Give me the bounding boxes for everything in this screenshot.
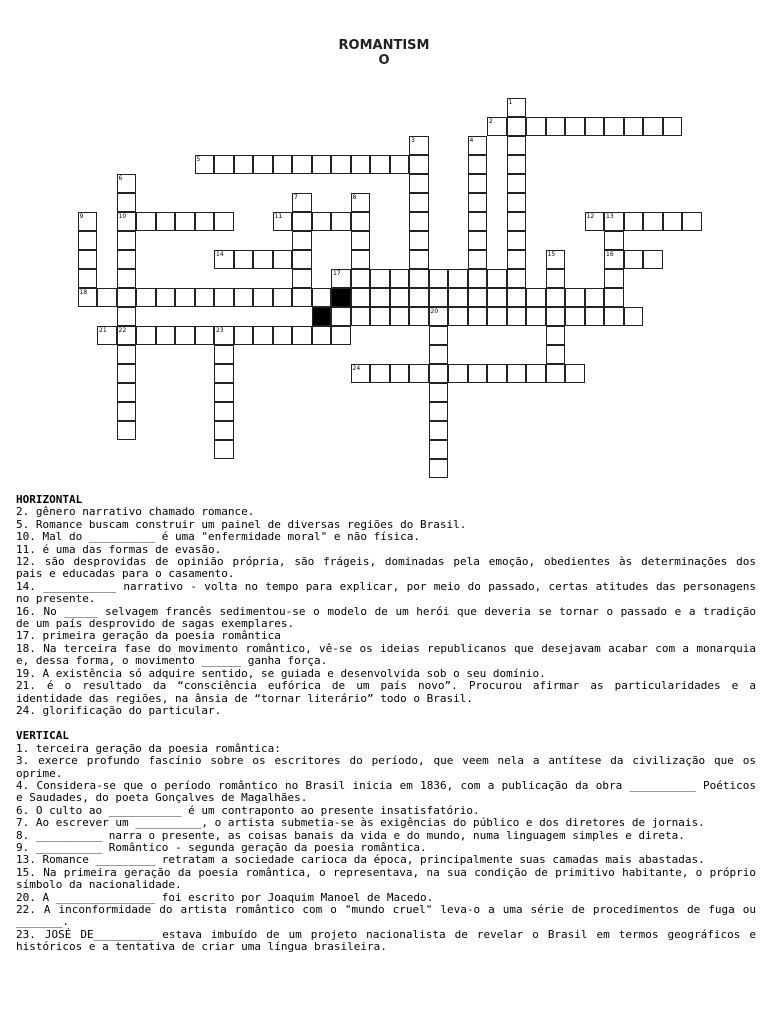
clue-h-12: 12. são desprovidas de opinião própria, são frágeis, dominadas pela emoção, obedientes às determinações dos pais e educadas para o casamento. <box>16 555 756 581</box>
clue-v-1: 1. terceira geração da poesia romântica: <box>16 741 281 755</box>
grid-cell[interactable] <box>565 288 585 307</box>
clue-h-18: 18. Na terceira fase do movimento romântico, vê-se os ideias republicanos que desejavam acabar com a monarquia e, dessa forma, o movimento ______ ganha força. <box>16 641 756 668</box>
grid-cell[interactable] <box>331 155 351 174</box>
grid-cell[interactable] <box>468 136 488 155</box>
grid-cell[interactable] <box>604 117 624 136</box>
grid-cell[interactable] <box>214 288 234 307</box>
grid-cell[interactable] <box>565 307 585 326</box>
grid-cell[interactable] <box>390 364 410 383</box>
grid-cell[interactable] <box>429 269 449 288</box>
grid-cell[interactable] <box>331 212 351 231</box>
clue-h-17: 17. primeira geração da poesia romântica <box>16 629 281 643</box>
clue-h-11: 11. é uma das formas de evasão. <box>16 542 222 556</box>
clue-number: 23 <box>216 327 224 334</box>
grid-cell[interactable] <box>429 440 449 459</box>
clue-number: 22 <box>118 327 127 334</box>
grid-cell[interactable] <box>331 269 351 288</box>
grid-cell[interactable] <box>214 250 234 269</box>
grid-cell[interactable] <box>351 212 371 231</box>
clue-number: 6 <box>118 175 123 182</box>
grid-cell[interactable] <box>526 288 546 307</box>
horizontal-clue-list <box>16 506 756 717</box>
grid-cell[interactable] <box>546 326 566 345</box>
vertical-heading: VERTICAL <box>16 729 69 743</box>
grid-cell[interactable] <box>97 326 117 345</box>
grid-cell[interactable] <box>624 212 644 231</box>
grid-cell[interactable] <box>253 326 273 345</box>
grid-cell[interactable] <box>604 250 624 269</box>
grid-cell[interactable] <box>448 269 468 288</box>
clues-section <box>16 494 756 954</box>
grid-cell[interactable] <box>312 326 332 345</box>
grid-cell[interactable] <box>214 326 234 345</box>
grid-cell[interactable] <box>546 288 566 307</box>
grid-cell[interactable] <box>312 155 332 174</box>
clue-h-2: 2. gênero narrativo chamado romance. <box>16 505 255 519</box>
grid-cell[interactable] <box>487 117 507 136</box>
grid-cell[interactable] <box>117 421 137 440</box>
grid-cell[interactable] <box>468 364 488 383</box>
grid-cell[interactable] <box>409 231 429 250</box>
grid-cell[interactable] <box>234 326 254 345</box>
clue-v-6: 6. O culto ao ___________ é um contraponto ao presente insatisfatório. <box>16 803 480 817</box>
grid-cell[interactable] <box>526 307 546 326</box>
grid-cell[interactable] <box>175 288 195 307</box>
grid-cell[interactable] <box>312 288 332 307</box>
grid-cell[interactable] <box>175 212 195 231</box>
grid-cell[interactable] <box>429 345 449 364</box>
clue-number: 17 <box>333 270 341 277</box>
grid-cell[interactable] <box>507 288 527 307</box>
clue-h-10: 10. Mal do __________ é uma "enfermidade moral" e não física. <box>16 530 420 544</box>
grid-cell[interactable] <box>214 364 234 383</box>
grid-cell[interactable] <box>663 117 683 136</box>
grid-cell[interactable] <box>195 326 215 345</box>
grid-cell[interactable] <box>507 193 527 212</box>
grid-cell[interactable] <box>351 231 371 250</box>
clue-number: 8 <box>352 194 357 201</box>
grid-cell[interactable] <box>117 326 137 345</box>
grid-cell[interactable] <box>117 364 137 383</box>
grid-cell[interactable] <box>214 421 234 440</box>
grid-cell[interactable] <box>468 250 488 269</box>
grid-cell[interactable] <box>370 269 390 288</box>
grid-cell[interactable] <box>117 174 137 193</box>
grid-cell[interactable] <box>390 155 410 174</box>
grid-cell[interactable] <box>507 231 527 250</box>
grid-cell[interactable] <box>214 212 234 231</box>
clue-number: 3 <box>411 137 415 144</box>
grid-cell[interactable] <box>429 326 449 345</box>
black-square <box>312 307 332 326</box>
grid-cell[interactable] <box>663 212 683 231</box>
grid-cell[interactable] <box>526 364 546 383</box>
clue-v-3: 3. exerce profundo fascínio sobre os escritores do período, que veem nela a antítese da civilização que os oprime. <box>16 754 756 780</box>
grid-cell[interactable] <box>292 269 312 288</box>
grid-cell[interactable] <box>643 212 663 231</box>
grid-cell[interactable] <box>546 269 566 288</box>
grid-cell[interactable] <box>370 364 390 383</box>
grid-cell[interactable] <box>351 250 371 269</box>
grid-cell[interactable] <box>253 250 273 269</box>
grid-cell[interactable] <box>351 269 371 288</box>
grid-cell[interactable] <box>370 155 390 174</box>
grid-cell[interactable] <box>507 212 527 231</box>
clue-number: 11 <box>274 213 283 220</box>
grid-cell[interactable] <box>643 117 663 136</box>
grid-cell[interactable] <box>156 326 176 345</box>
grid-cell[interactable] <box>390 269 410 288</box>
grid-cell[interactable] <box>409 269 429 288</box>
grid-cell[interactable] <box>117 307 137 326</box>
grid-cell[interactable] <box>487 364 507 383</box>
clue-number: 10 <box>118 213 127 220</box>
grid-cell[interactable] <box>253 288 273 307</box>
grid-cell[interactable] <box>214 155 234 174</box>
grid-cell[interactable] <box>448 307 468 326</box>
grid-cell[interactable] <box>195 155 215 174</box>
clue-number: 20 <box>430 308 439 315</box>
grid-cell[interactable] <box>331 326 351 345</box>
clue-h-19: 19. A existência só adquire sentido, se guiada e desenvolvida sob o seu domínio. <box>16 666 546 680</box>
grid-cell[interactable] <box>487 288 507 307</box>
grid-cell[interactable] <box>546 345 566 364</box>
grid-cell[interactable] <box>468 193 488 212</box>
grid-cell[interactable] <box>507 155 527 174</box>
clue-number: 16 <box>606 251 614 258</box>
grid-cell[interactable] <box>429 288 449 307</box>
grid-cell[interactable] <box>351 288 371 307</box>
grid-cell[interactable] <box>136 326 156 345</box>
grid-cell[interactable] <box>156 212 176 231</box>
grid-cell[interactable] <box>468 212 488 231</box>
grid-cell[interactable] <box>351 307 371 326</box>
grid-cell[interactable] <box>370 307 390 326</box>
grid-cell[interactable] <box>409 136 429 155</box>
grid-cell[interactable] <box>604 231 624 250</box>
grid-cell[interactable] <box>468 269 488 288</box>
clue-v-20: 20. A _______________ foi escrito por Joaquim Manoel de Macedo. <box>16 890 434 904</box>
grid-cell[interactable] <box>292 212 312 231</box>
grid-cell[interactable] <box>526 117 546 136</box>
grid-cell[interactable] <box>604 288 624 307</box>
grid-cell[interactable] <box>409 307 429 326</box>
grid-cell[interactable] <box>117 402 137 421</box>
grid-cell[interactable] <box>292 193 312 212</box>
grid-cell[interactable] <box>117 269 137 288</box>
grid-cell[interactable] <box>429 307 449 326</box>
clue-h-16: 16. No _____ selvagem francês sedimentou-se o modelo de um herói que deveria se tornar o passado e a tradição de um país desprovido de sagas exemplares. <box>16 604 756 631</box>
title-line-1: ROMANTISM <box>338 38 430 53</box>
grid-cell[interactable] <box>234 155 254 174</box>
grid-cell[interactable] <box>136 212 156 231</box>
clue-number: 24 <box>352 365 361 372</box>
grid-cell[interactable] <box>565 117 585 136</box>
grid-cell[interactable] <box>214 440 234 459</box>
grid-cell[interactable] <box>195 212 215 231</box>
grid-cell[interactable] <box>409 250 429 269</box>
clue-v-7: 7. Ao escrever um __________, o artista submetia-se às exigências do público e dos diretores de jornais. <box>16 816 705 830</box>
horizontal-heading: HORIZONTAL <box>16 493 83 506</box>
grid-cell[interactable] <box>273 212 293 231</box>
grid-cell[interactable] <box>409 174 429 193</box>
grid-cell[interactable] <box>292 326 312 345</box>
crossword-grid[interactable] <box>0 0 768 480</box>
grid-cell[interactable] <box>195 288 215 307</box>
grid-cell[interactable] <box>507 136 527 155</box>
clue-v-8: 8. __________ narra o presente, as coisas banais da vida e do mundo, numa linguagem simples e direta. <box>16 828 685 842</box>
grid-cell[interactable] <box>331 307 351 326</box>
clue-h-14: 14. ___________ narrativo - volta no tempo para explicar, por meio do passado, certas atitudes das personagens no presente. <box>16 579 756 606</box>
grid-cell[interactable] <box>468 155 488 174</box>
grid-cell[interactable] <box>351 155 371 174</box>
grid-cell[interactable] <box>468 231 488 250</box>
grid-cell[interactable] <box>507 174 527 193</box>
grid-cell[interactable] <box>546 307 566 326</box>
grid-cell[interactable] <box>429 364 449 383</box>
clue-v-22: 22. A inconformidade do artista romântico com o "mundo cruel" leva-o a uma série de procedimentos de fuga ou _______. <box>16 903 756 929</box>
grid-cell[interactable] <box>604 269 624 288</box>
grid-cell[interactable] <box>429 421 449 440</box>
grid-cell[interactable] <box>175 326 195 345</box>
grid-cell[interactable] <box>487 269 507 288</box>
grid-cell[interactable] <box>117 212 137 231</box>
grid-cell[interactable] <box>507 307 527 326</box>
grid-cell[interactable] <box>156 288 176 307</box>
grid-cell[interactable] <box>117 288 137 307</box>
grid-cell[interactable] <box>117 231 137 250</box>
grid-cell[interactable] <box>78 250 98 269</box>
clue-v-4: 4. Considera-se que o período romântico no Brasil inicia em 1836, com a publicação da obra __________ Poéticos e Saudades, do poeta Gonçalves de Magalhães. <box>16 778 756 805</box>
grid-cell[interactable] <box>273 288 293 307</box>
grid-cell[interactable] <box>409 212 429 231</box>
grid-cell[interactable] <box>507 269 527 288</box>
grid-cell[interactable] <box>78 288 98 307</box>
clue-number: 21 <box>99 327 107 334</box>
grid-cell[interactable] <box>624 250 644 269</box>
clue-number: 15 <box>547 251 556 258</box>
grid-cell[interactable] <box>429 383 449 402</box>
grid-cell[interactable] <box>351 193 371 212</box>
title-line-2: O <box>378 53 390 68</box>
grid-cell[interactable] <box>234 250 254 269</box>
grid-cell[interactable] <box>507 98 527 117</box>
grid-cell[interactable] <box>273 250 293 269</box>
grid-cell[interactable] <box>253 155 273 174</box>
grid-cell[interactable] <box>214 402 234 421</box>
grid-cell[interactable] <box>604 212 624 231</box>
clue-v-13: 13. Romance _________ retratam a sociedade carioca da época, principalmente suas camadas mais abastadas. <box>16 853 705 867</box>
grid-cell[interactable] <box>624 307 644 326</box>
grid-cell[interactable] <box>682 212 702 231</box>
clue-number: 14 <box>216 251 224 258</box>
grid-cell[interactable] <box>546 117 566 136</box>
grid-cell[interactable] <box>390 307 410 326</box>
clue-number: 4 <box>469 137 474 144</box>
grid-cell[interactable] <box>604 307 624 326</box>
grid-cell[interactable] <box>78 231 98 250</box>
grid-cell[interactable] <box>370 288 390 307</box>
clue-h-5: 5. Romance buscam construir um painel de diversas regiões do Brasil. <box>16 517 467 531</box>
grid-cell[interactable] <box>585 117 605 136</box>
grid-cell[interactable] <box>468 307 488 326</box>
grid-cell[interactable] <box>78 269 98 288</box>
grid-cell[interactable] <box>234 288 254 307</box>
grid-cell[interactable] <box>78 212 98 231</box>
grid-cell[interactable] <box>117 345 137 364</box>
grid-cell[interactable] <box>585 307 605 326</box>
grid-cell[interactable] <box>448 364 468 383</box>
grid-cell[interactable] <box>214 345 234 364</box>
vertical-clue-list <box>16 743 756 954</box>
grid-cell[interactable] <box>292 288 312 307</box>
grid-cell[interactable] <box>468 288 488 307</box>
clue-v-23: 23. JOSÉ DE_________ estava imbuído de um projeto nacionalista de revelar o Brasil em termos geográficos e históricos e a tentativa de criar uma língua brasileira. <box>16 927 756 954</box>
clue-number: 12 <box>586 213 595 220</box>
grid-cell[interactable] <box>292 231 312 250</box>
clue-number: 13 <box>606 213 614 220</box>
clue-number: 9 <box>79 213 84 220</box>
grid-cell[interactable] <box>643 250 663 269</box>
grid-cell[interactable] <box>448 288 468 307</box>
grid-cell[interactable] <box>487 307 507 326</box>
grid-cell[interactable] <box>292 250 312 269</box>
grid-cell[interactable] <box>546 364 566 383</box>
clue-h-21: 21. é o resultado da “consciência eufórica de um país novo”. Procurou afirmar as particularidades e a identidade das regiões, na ânsia de “tornar literário” todo o Brasil. <box>16 679 756 705</box>
grid-cell[interactable] <box>409 193 429 212</box>
grid-cell[interactable] <box>546 250 566 269</box>
grid-cell[interactable] <box>117 383 137 402</box>
grid-cell[interactable] <box>117 193 137 212</box>
grid-cell[interactable] <box>585 212 605 231</box>
grid-cell[interactable] <box>429 402 449 421</box>
grid-cell[interactable] <box>312 212 332 231</box>
grid-cell[interactable] <box>507 117 527 136</box>
grid-cell[interactable] <box>273 155 293 174</box>
grid-cell[interactable] <box>117 250 137 269</box>
grid-cell[interactable] <box>429 459 449 478</box>
clue-v-9: 9. __________ Romântico - segunda geração da poesia romântica. <box>16 840 427 854</box>
grid-cell[interactable] <box>507 364 527 383</box>
black-square <box>331 288 351 307</box>
grid-cell[interactable] <box>351 364 371 383</box>
grid-cell[interactable] <box>585 288 605 307</box>
grid-cell[interactable] <box>409 288 429 307</box>
grid-cell[interactable] <box>468 174 488 193</box>
grid-cell[interactable] <box>214 383 234 402</box>
grid-cell[interactable] <box>292 155 312 174</box>
clue-number: 18 <box>79 289 88 296</box>
clue-h-24: 24. glorificação do particular. <box>16 703 222 717</box>
grid-cell[interactable] <box>390 288 410 307</box>
grid-cell[interactable] <box>97 288 117 307</box>
clue-number: 7 <box>294 194 298 201</box>
clue-number: 2 <box>489 118 493 125</box>
clue-number: 5 <box>196 156 201 163</box>
clue-v-15: 15. Na primeira geração da poesia romântica, o representava, na sua condição de primitivo habitante, o próprio símbolo da nacionalidade. <box>16 865 756 892</box>
grid-cell[interactable] <box>624 117 644 136</box>
grid-cell[interactable] <box>136 288 156 307</box>
clue-number: 1 <box>508 99 513 106</box>
grid-cell[interactable] <box>273 326 293 345</box>
grid-cell[interactable] <box>409 364 429 383</box>
grid-cell[interactable] <box>409 155 429 174</box>
grid-cell[interactable] <box>507 250 527 269</box>
grid-cell[interactable] <box>565 364 585 383</box>
